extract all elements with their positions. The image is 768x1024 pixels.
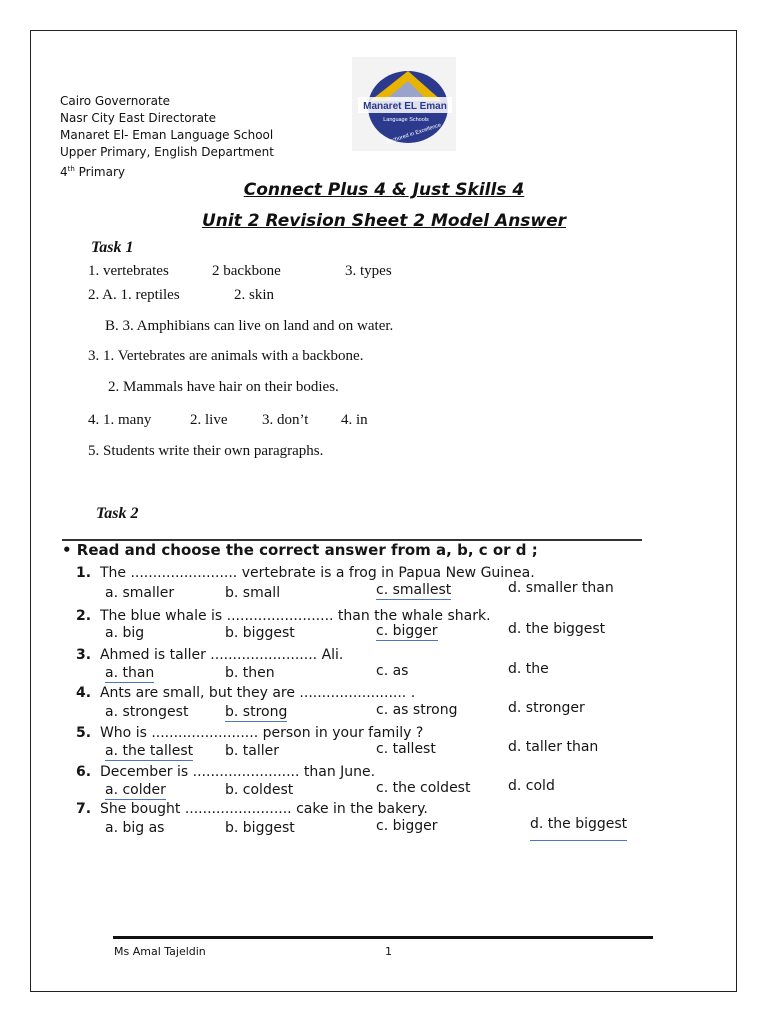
option-correct: a. colder [105, 782, 166, 798]
option-correct: a. the tallest [105, 743, 194, 759]
answer-line: 2. Mammals have hair on their bodies. [108, 379, 339, 395]
header-line: Cairo Governorate [60, 94, 171, 108]
answer-line: 2. live [190, 412, 228, 428]
document-title: Connect Plus 4 & Just Skills 4 [243, 180, 525, 200]
logo-tagline: Anchored in Excellence [385, 122, 442, 146]
option: c. as [376, 663, 409, 679]
answer-line: B. 3. Amphibians can live on land and on water. [105, 318, 394, 334]
option: a. big as [105, 820, 165, 836]
option: b. taller [225, 743, 280, 759]
option: a. smaller [105, 585, 175, 601]
question-1: 1. The ........................ vertebrate is a frog in Papua New Guinea. [76, 565, 535, 581]
page-number: 1 [385, 945, 392, 958]
header-line: Upper Primary, English Department [60, 145, 274, 159]
option-correct: b. strong [225, 704, 288, 720]
answer-line: 4. 1. many [88, 412, 152, 428]
option: d. stronger [508, 700, 585, 716]
option: a. big [105, 625, 145, 641]
answer-line: 3. 1. Vertebrates are animals with a backbone. [88, 348, 364, 364]
option: a. strongest [105, 704, 189, 720]
option: c. the coldest [376, 780, 471, 796]
option: d. smaller than [508, 580, 614, 596]
logo-subtitle: Language Schools [383, 117, 429, 123]
school-header [60, 93, 274, 181]
answer-line: 2. skin [234, 287, 275, 303]
task1-label: Task 1 [91, 239, 134, 256]
option: b. small [225, 585, 281, 601]
option: d. the [508, 661, 549, 677]
option: c. bigger [376, 818, 438, 834]
question-6: 6. December is ........................ than June. [76, 764, 376, 780]
question-3: 3. Ahmed is taller ........................ Ali. [76, 647, 344, 663]
logo-name: Manaret EL Eman [363, 101, 447, 112]
header-line: Manaret El- Eman Language School [60, 128, 274, 142]
header-line: Nasr City East Directorate [60, 111, 217, 125]
option-correct: a. than [105, 665, 155, 681]
option: d. cold [508, 778, 555, 794]
answer-line: 1. vertebrates [88, 263, 169, 279]
answer-line: 3. types [345, 263, 392, 279]
task2-label: Task 2 [96, 505, 139, 522]
question-7: 7. She bought ........................ cake in the bakery. [76, 801, 428, 817]
footer-author: Ms Amal Tajeldin [114, 945, 206, 958]
option: d. the biggest [508, 621, 606, 637]
option-correct: c. bigger [376, 623, 438, 639]
answer-line: 2. A. 1. reptiles [88, 287, 180, 303]
question-2: 2. The blue whale is ........................ than the whale shark. [76, 608, 491, 624]
option-correct: c. smallest [376, 582, 452, 598]
option: b. then [225, 665, 275, 681]
answer-line: 5. Students write their own paragraphs. [88, 443, 324, 459]
footer-divider [113, 936, 653, 939]
exercise-scan [60, 535, 660, 855]
option: d. taller than [508, 739, 599, 755]
option: c. tallest [376, 741, 436, 757]
school-logo [352, 57, 456, 151]
grade-line: 4th Primary [60, 165, 126, 179]
answer-line: 4. in [341, 412, 368, 428]
option: b. biggest [225, 625, 295, 641]
document-subtitle: Unit 2 Revision Sheet 2 Model Answer [201, 211, 567, 231]
answer-line: 2 backbone [212, 263, 281, 279]
question-4: 4. Ants are small, but they are ........................ . [76, 685, 416, 701]
question-5: 5. Who is ........................ person in your family ? [76, 725, 424, 741]
option: b. biggest [225, 820, 295, 836]
option-correct: d. the biggest [530, 816, 627, 841]
answer-line: 3. don’t [262, 412, 309, 428]
option: c. as strong [376, 702, 458, 718]
exercise-instruction: • Read and choose the correct answer from a, b, c or d ; [62, 541, 538, 559]
option: b. coldest [225, 782, 294, 798]
